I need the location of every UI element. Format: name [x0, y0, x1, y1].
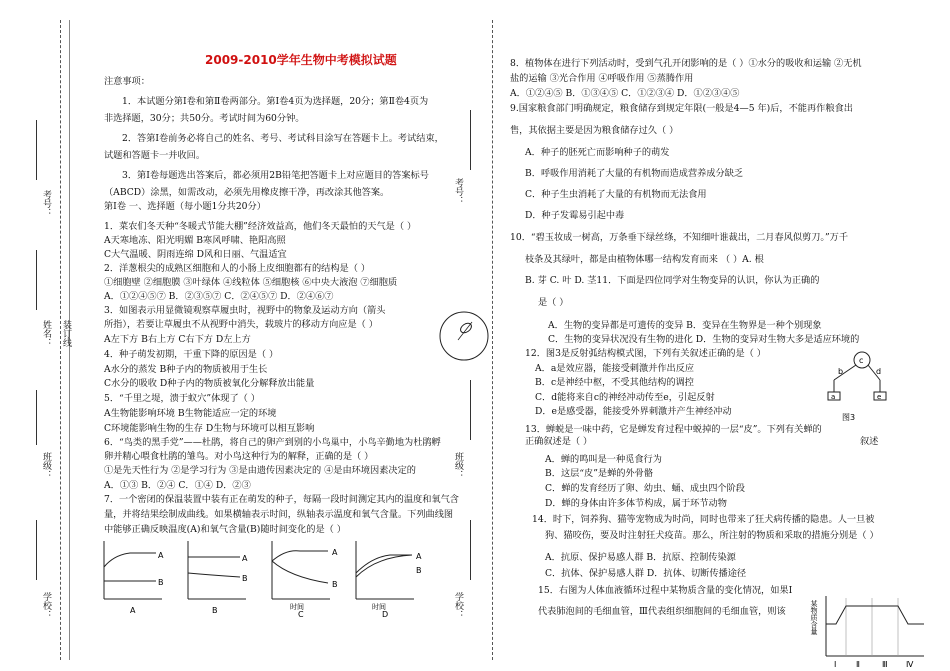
- question-line: 狗、猫咬伤，要及时注射狂犬疫苗。那么，所注射的物质和采取的措施分别是（ ）: [545, 530, 879, 541]
- question-line: 代表肺泡间的毛细血管，Ⅲ代表组织细胞间的毛细血管，则该: [538, 606, 786, 617]
- question-line-extra: 叙述: [860, 436, 879, 447]
- question-line: 3．如图表示用显微镜观察草履虫时，视野中的物象及运动方向（箭头: [104, 305, 386, 316]
- x-label-1: Ⅰ: [834, 660, 837, 669]
- question-line: 卵并精心喂食杜鹃的雏鸟。对小鸟这种行为的解释，正确的是（ ）: [104, 451, 374, 462]
- page-title: 2009-2010学年生物中考模拟试题: [205, 53, 397, 67]
- question-line: C水分的吸收 D种子内的物质被氧化分解释放出能量: [104, 378, 315, 389]
- node-b: b: [838, 367, 844, 376]
- label-xingming: 姓名：: [41, 320, 51, 347]
- question-line: 所指），若要让草履虫不从视野中消失，载玻片的移动方向应是（ ）: [104, 319, 378, 330]
- x-label-3: Ⅲ: [882, 660, 888, 669]
- question-line: D．蝉的身体由许多体节构成，属于环节动物: [545, 498, 727, 509]
- label-b: B: [158, 578, 164, 587]
- label-kaohao: 考号：: [41, 190, 51, 217]
- label-xuexiao-2: 学校：: [453, 592, 463, 619]
- graph-option-d: D: [382, 610, 389, 619]
- question-line: B．c是神经中枢，不受其他结构的调控: [535, 377, 694, 388]
- label-b: B: [416, 566, 422, 575]
- question-line: A．①③ B．②④ C．①④ D．②③: [104, 480, 251, 491]
- question-line: B．这层“皮”是蝉的外骨骼: [545, 468, 654, 479]
- label-banji-2: 班级：: [453, 452, 463, 479]
- note-line: 非选择题，30分；共50分。考试时间为60分钟。: [104, 113, 305, 124]
- q7-graphs: [100, 537, 435, 617]
- node-e: e: [877, 393, 882, 401]
- question-line: 是（ ）: [538, 297, 569, 308]
- node-a: a: [831, 393, 836, 401]
- blank-line-3: [36, 390, 37, 445]
- question-line: 6．“鸟类的黑手党”——杜鹃，将自己的卵产到别的小鸟巢中，小鸟辛勤地为杜鹃孵: [104, 437, 441, 448]
- graph-option-b: B: [212, 606, 218, 615]
- label-b: B: [242, 574, 248, 583]
- question-line: C环境能影响生物的生存 D生物与环境可以相互影响: [104, 423, 315, 434]
- label-a: A: [158, 551, 164, 560]
- label-xuexiao: 学校：: [41, 592, 51, 619]
- question-line: C．生物的变异状况没有生物的进化 D．生物的变异对生物大多是适应环境的: [548, 334, 860, 345]
- blank-line-6: [470, 380, 471, 440]
- curve-a: [272, 551, 328, 561]
- axis-time: 时间: [290, 603, 304, 611]
- question-line: A．抗原、保护易感人群 B．抗原、控制传染源: [545, 552, 736, 563]
- question-line: ①是先天性行为 ②是学习行为 ③是由遗传因素决定的 ④是由环境因素决定的: [104, 465, 416, 476]
- question-line: 中能够正确反映温度(A)和氧气含量(B)随时间变化的是（ ）: [104, 524, 346, 535]
- node-c: c: [859, 356, 864, 365]
- node-d: d: [876, 367, 882, 376]
- note-line: （ABCD）涂黑，如需改动，必须先用橡皮擦干净，再改涂其他答案。: [104, 187, 390, 198]
- x-label-4: Ⅳ: [906, 660, 914, 669]
- note-line: 试题和答题卡一并收回。: [104, 150, 206, 161]
- graph-d: [356, 541, 422, 619]
- question-line: B．呼吸作用消耗了大量的有机物而造成营养成分缺乏: [525, 168, 744, 179]
- question-line: A．生物的变异都是可遗传的变异 B．变异在生物界是一种个别现象: [548, 320, 822, 331]
- blank-line-5: [470, 110, 471, 170]
- graph-c: [272, 541, 338, 619]
- section-heading: 第Ⅰ卷 一、选择题（每小题1分共20分）: [104, 201, 266, 212]
- curve-a: [104, 553, 156, 567]
- question-line: 8．植物体在进行下列活动时，受到气孔开闭影响的是（ ）①水分的吸收和运输 ②无机: [510, 58, 862, 69]
- graph-a: [104, 541, 164, 615]
- field-of-view-circle: [440, 312, 488, 360]
- question-line: A水分的蒸发 B种子内的物质被用于生长: [104, 364, 268, 375]
- question-line: 5．“千里之堤，溃于蚁穴”体现了（ ）: [104, 393, 260, 404]
- graph-b: [188, 541, 248, 615]
- question-line: C大气温暖、阴雨连绵 D风和日丽、气温适宜: [104, 249, 287, 260]
- question-line: 7．一个密闭的保温装置中装有正在萌发的种子，每隔一段时间测定其内的温度和氧气含: [104, 494, 459, 505]
- question-line: 盐的运输 ③光合作用 ④呼吸作用 ⑤蒸腾作用: [510, 73, 694, 84]
- question-line: 4．种子萌发初期，干重下降的原因是（ ）: [104, 349, 279, 360]
- middle-dashed-line: [492, 20, 493, 660]
- x-label-2: Ⅱ: [856, 660, 860, 669]
- reflex-arc-figure: [818, 346, 898, 426]
- question-line: A．蝉的鸣叫是一种觅食行为: [545, 454, 662, 465]
- microscope-field-figure: [436, 306, 492, 366]
- direction-arrow: [458, 322, 472, 340]
- label-a: A: [242, 554, 248, 563]
- graph-option-a: A: [130, 606, 136, 615]
- question-line: ①细胞壁 ②细胞膜 ③叶绿体 ④线粒体 ⑤细胞核 ⑥中央大液泡 ⑦细胞质: [104, 277, 398, 288]
- question-line: 15．右图为人体血液循环过程中某物质含量的变化情况，如果Ⅰ: [538, 585, 793, 596]
- question-line: A．种子的胚死亡而影响种子的萌发: [525, 147, 670, 158]
- question-line: 1．菜农们冬天种“冬暖式节能大棚”经济效益高，他们冬天最怕的天气是（ ）: [104, 221, 417, 232]
- question-line: A．a是效应器，能接受刺激并作出反应: [535, 363, 695, 374]
- question-line: 2．洋葱根尖的成熟区细胞和人的小肠上皮细胞都有的结构是（ ）: [104, 263, 371, 274]
- question-line: D．种子发霉易引起中毒: [525, 210, 625, 221]
- question-line: 量，并将结果绘制成曲线。如果横轴表示时间，纵轴表示温度和氧气含量。下列曲线图: [104, 509, 454, 520]
- notes-heading: 注意事项：: [104, 76, 150, 87]
- note-line: 2．答第Ⅰ卷前务必将自己的姓名、考号、考试科目涂写在答题卡上。考试结束，: [122, 133, 444, 144]
- figure-caption: 图3: [842, 413, 856, 422]
- curve-b: [272, 561, 328, 583]
- note-line: 3．第Ⅰ卷每题选出答案后，都必须用2B铅笔把答题卡上对应题目的答案标号: [122, 170, 429, 181]
- ylabel: 某物质含量: [810, 600, 818, 635]
- blank-line-2: [36, 250, 37, 310]
- question-line: A左下方 B右上方 C右下方 D左上方: [104, 334, 251, 345]
- axis-time: 时间: [372, 603, 386, 611]
- question-line: 售，其依据主要是因为粮食储存过久（ ）: [510, 125, 679, 136]
- label-banji: 班级：: [41, 452, 51, 479]
- question-line: D．e是感受器，能接受外界刺激并产生神经冲动: [535, 406, 732, 417]
- label-a: A: [416, 552, 422, 561]
- blood-substance-graph: [812, 594, 932, 670]
- label-b: B: [332, 580, 338, 589]
- question-line: B. 芽 C. 叶 D. 茎11．下面是四位同学对生物变异的认识，你认为正确的: [525, 275, 820, 286]
- question-line: 14．时下，饲养狗、猫等宠物成为时尚，同时也带来了狂犬病传播的隐患。人一旦被: [532, 514, 875, 525]
- question-line: A生物能影响环境 B生物能适应一定的环境: [104, 408, 277, 419]
- question-line: 枝条及其绿叶，都是由植物体哪一结构发育而来 （ ）A. 根: [525, 254, 764, 265]
- question-line: C．d能将来自c的神经冲动传至e，引起反射: [535, 392, 715, 403]
- blank-line-7: [470, 520, 471, 580]
- question-line: 13．蝉蜕是一味中药，它是蝉发育过程中蜕掉的一层“皮”。下列有关蝉的正确叙述是（ ）: [525, 424, 822, 447]
- graph-option-c: C: [298, 610, 304, 619]
- label-a: A: [332, 548, 338, 557]
- blank-line-1: [36, 120, 37, 180]
- note-line: 1．本试题分第Ⅰ卷和第Ⅱ卷两部分。第Ⅰ卷4页为选择题，20分；第Ⅱ卷4页为: [122, 96, 429, 107]
- question-line: 9.国家粮食部门明确规定，粮食储存到规定年限(一般是4—5 年)后，不能再作粮食出: [510, 103, 853, 114]
- label-kaohao-2: 考号：: [453, 178, 463, 205]
- question-line: C．蝉的发育经历了卵、幼虫、蛹、成虫四个阶段: [545, 483, 745, 494]
- substance-curve: [826, 606, 924, 624]
- question-line: 10．“碧玉妆成一树高，万条垂下绿丝绦，不知细叶谁裁出，二月春风似剪刀。”万千: [510, 232, 849, 243]
- question-line: 12．图3是反射弧结构模式图，下列有关叙述正确的是（ ）: [525, 348, 766, 359]
- question-line: A．①②④⑤⑦ B．②③⑤⑦ C．②④⑤⑦ D．②④⑥⑦: [104, 291, 334, 302]
- blank-line-4: [36, 520, 37, 580]
- question-line: A．①②④⑤ B．①③④⑤ C．①②③④ D．①②③④⑤: [510, 88, 740, 99]
- label-zhuangding: 装订线: [61, 320, 71, 347]
- question-line: C．抗体、保护易感人群 D．抗体、切断传播途径: [545, 568, 747, 579]
- question-line: C．种子生虫消耗了大量的有机物而无法食用: [525, 189, 707, 200]
- curve-b: [188, 573, 240, 577]
- question-line: A天寒地冻、阳光明媚 B寒风呼啸、艳阳高照: [104, 235, 286, 246]
